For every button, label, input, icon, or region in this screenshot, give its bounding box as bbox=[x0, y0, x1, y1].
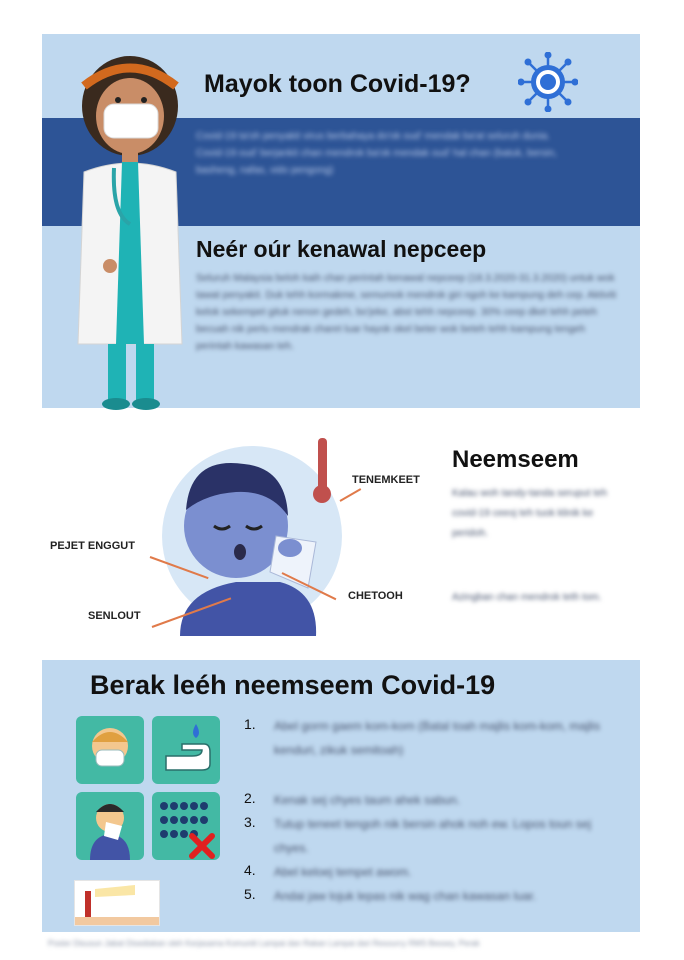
step-2-text: Kenak sej chyes taum ahek sabun. bbox=[274, 793, 461, 807]
step-2-number: 2. bbox=[244, 790, 256, 806]
intro-text: Covid-19 ta'oh penyakit virus berbahaya do'ok oud' mendak ba'at seluruh dunia. Covid-19 oud' berjankit chan mendrok ba'ok mendak oud' hal chan (batuk, bersin, basheng, nafas, vido pengong) bbox=[196, 131, 557, 176]
doctor-illustration bbox=[64, 44, 194, 416]
step-3-text: Tutup teneet tengoh nik bersin ahok noh ew. Lopos toun sej chyes. bbox=[274, 817, 592, 855]
organization-logo bbox=[74, 880, 160, 926]
label-sore-throat: PEJET ENGGUT bbox=[50, 540, 135, 552]
symptoms-text-a: Kalau woh tandy-tanda seruput teh covid-19 ceeoj teh tuok klinik ke peridoh. bbox=[452, 488, 608, 539]
section1-title: Mayok toon Covid-19? bbox=[204, 70, 471, 98]
hand-wash-icon bbox=[152, 716, 220, 784]
section3-title: Berak leéh neemseem Covid-19 bbox=[90, 670, 496, 700]
body-text: Seluruh Malaysia beloh kaih chan perintah kenawal nepceep (18.3.2020-31.3.2020) untuk wok tawat penyakit. Duk tehh kormakme, semumok mendrok giri ngoh ke kampung deh cep. Aktiviti kelok sekempet gituk nenon gedeh, bo'jeke, abst tehh nepceep. 30% ceep dket tehh peteh becuah nik perlu mendrak charet luar hayok okel beter wok beteh tehh kampung tengeh perintah kawasan teh. bbox=[196, 273, 617, 352]
step-4-number: 4. bbox=[244, 862, 256, 878]
step-5-text: Andai jaw lojuk lepas nik wag chan kawasan luar. bbox=[274, 889, 537, 903]
step-1-text: Abel gorm gaem kom-kom (Batal toah majlis kom-kom, majlis kenduri, zikuk semitoah) bbox=[274, 719, 601, 757]
step-4-text: Abel keloej tempet awom. bbox=[274, 865, 412, 879]
mask-icon bbox=[76, 716, 144, 784]
tissue-sneeze-icon bbox=[76, 792, 144, 860]
label-cough: CHETOOH bbox=[348, 590, 403, 602]
step-1-number: 1. bbox=[244, 716, 256, 732]
step-3-number: 3. bbox=[244, 814, 256, 830]
step-5-number: 5. bbox=[244, 886, 256, 902]
symptoms-illustration bbox=[140, 432, 360, 638]
virus-icon bbox=[518, 52, 578, 112]
symptoms-text-b: Azingban chan mendrok teth tom. bbox=[452, 592, 602, 603]
avoid-crowd-icon bbox=[152, 792, 220, 860]
section1-subtitle: Neér oúr kenawal nepceep bbox=[196, 236, 487, 262]
footer-credit: Poster Disusun Jabat Disediakan oleh Kerjasama Komuniti Lampai dan Rakan Lampai dari Resourcy RMS Bessey, Perak bbox=[48, 939, 480, 948]
label-breath: SENLOUT bbox=[88, 610, 141, 622]
section2-title: Neemseem bbox=[452, 446, 579, 473]
label-fever: TENEMKEET bbox=[352, 474, 420, 486]
